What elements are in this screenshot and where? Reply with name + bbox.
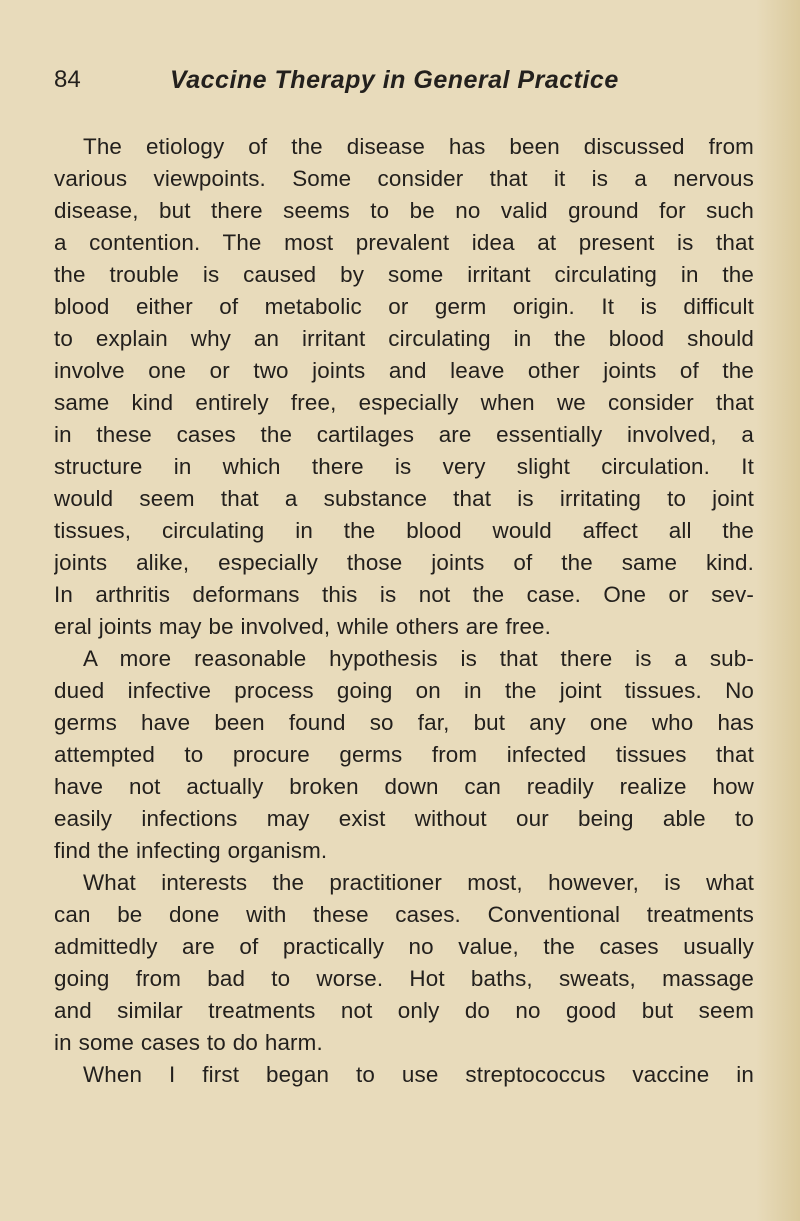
page-number: 84 <box>54 66 81 93</box>
text-line: disease, but there seems to be no valid ground for such <box>54 198 754 223</box>
text-line: in some cases to do harm. <box>54 1030 323 1055</box>
text-line: going from bad to worse. Hot baths, sweats, massage <box>54 966 754 991</box>
text-line: to explain why an irritant circulating in the blood should <box>54 326 754 351</box>
text-line: blood either of metabolic or germ origin. It is difficult <box>54 294 754 319</box>
body-text <box>54 131 754 1091</box>
text-line: the trouble is caused by some irritant circulating in the <box>54 262 754 287</box>
text-line: various viewpoints. Some consider that it is a nervous <box>54 166 754 191</box>
text-line: would seem that a substance that is irritating to joint <box>54 486 754 511</box>
text-line: find the infecting organism. <box>54 838 328 863</box>
text-line: In arthritis deformans this is not the case. One or sev- <box>54 582 754 607</box>
text-line: structure in which there is very slight circulation. It <box>54 454 754 479</box>
text-line: tissues, circulating in the blood would affect all the <box>54 518 754 543</box>
text-line: eral joints may be involved, while others are free. <box>54 614 552 639</box>
text-line: germs have been found so far, but any one who has <box>54 710 754 735</box>
running-title: Vaccine Therapy in General Practice <box>170 66 619 94</box>
text-line: joints alike, especially those joints of the same kind. <box>54 550 754 575</box>
text-line: involve one or two joints and leave other joints of the <box>54 358 754 383</box>
text-line: a contention. The most prevalent idea at present is that <box>54 230 754 255</box>
text-line: in these cases the cartilages are essentially involved, a <box>54 422 754 447</box>
text-line: easily infections may exist without our being able to <box>54 806 754 831</box>
text-line: attempted to procure germs from infected tissues that <box>54 742 754 767</box>
text-line: The etiology of the disease has been discussed from <box>83 134 754 159</box>
text-line: and similar treatments not only do no good but seem <box>54 998 754 1023</box>
text-line: When I first began to use streptococcus vaccine in <box>83 1062 754 1087</box>
text-line: have not actually broken down can readily realize how <box>54 774 754 799</box>
page-header <box>54 64 754 98</box>
text-line: can be done with these cases. Conventional treatments <box>54 902 754 927</box>
text-line: What interests the practitioner most, however, is what <box>83 870 754 895</box>
page-edge-shadow <box>756 0 800 1221</box>
text-line: admittedly are of practically no value, the cases usually <box>54 934 754 959</box>
text-line: same kind entirely free, especially when we consider that <box>54 390 754 415</box>
text-line: A more reasonable hypothesis is that there is a sub- <box>83 646 754 671</box>
text-line: dued infective process going on in the joint tissues. No <box>54 678 754 703</box>
